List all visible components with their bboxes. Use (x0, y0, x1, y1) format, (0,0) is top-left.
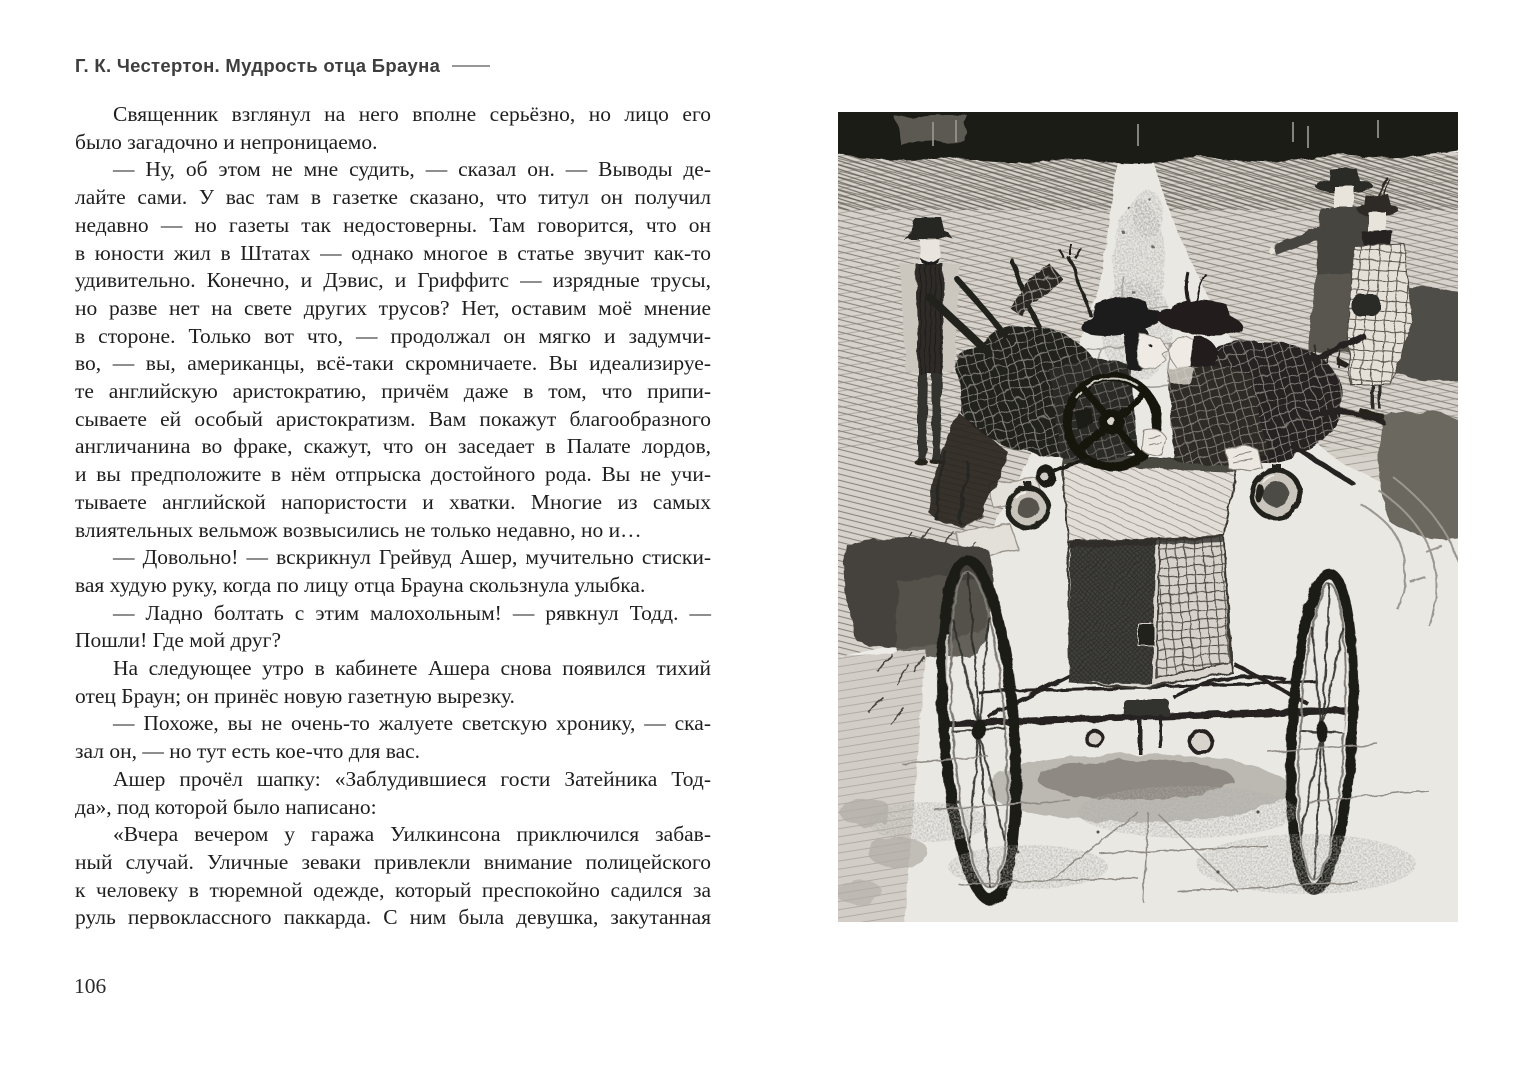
text-line: но разве нет на свете других трусов? Нет, оставим моё мнение (75, 295, 711, 320)
text-line: сываете ей особый аристократизм. Вам покажут благообразного (75, 406, 711, 431)
text-line: — Ладно болтать с этим малохольным! — рявкнул Тодд. — (113, 600, 711, 625)
text-line: Священник взглянул на него вполне серьёзно, но лицо его (113, 102, 711, 126)
text-line: те английскую аристократию, причём даже в том, что припи- (75, 379, 711, 404)
text-line: удивительно. Конечно, и Дэвис, и Гриффитс — изрядные трусы, (75, 268, 711, 293)
text-line: «Вчера вечером у гаража Уилкинсона приключился забав- (113, 822, 711, 847)
text-line: руль первоклассного паккарда. С ним была девушка, закутанная (75, 905, 711, 930)
text-line: ный случай. Уличные зеваки привлекли внимание полицейского (75, 849, 711, 874)
text-line: англичанина во фраке, скажут, что он заседает в Палате лордов, (75, 434, 711, 459)
page-number: 106 (74, 974, 107, 998)
illustration-car-kiss-drawing (838, 112, 1458, 922)
text-line: было загадочно и непроницаемо. (75, 129, 378, 154)
text-line: лайте сами. У вас там в газетке сказано, что титул он получил (75, 185, 711, 210)
text-line: — Похоже, вы не очень-то жалуете светскую хронику, — ска- (113, 711, 711, 736)
text-line: и вы предположите в нём отпрыска достойного рода. Вы не учи- (75, 462, 711, 487)
running-header-title: Г. К. Честертон. Мудрость отца Брауна (75, 55, 441, 76)
text-line: тываете английской напористости и хватки. Многие из самых (75, 489, 711, 514)
text-line: зал он, — но тут есть кое-что для вас. (75, 739, 421, 764)
text-line: да», под которой было написано: (75, 794, 377, 819)
text-line: вая худую руку, когда по лицу отца Брауна скользнула улыбка. (75, 572, 646, 597)
illustration-frame (838, 112, 1458, 922)
text-line: в стороне. Только вот что, — продолжал он мягко и задумчи- (75, 323, 711, 348)
text-line: Ашер прочёл шапку: «Заблудившиеся гости Затейника Тод- (113, 766, 711, 791)
text-line: недавно — но газеты так недостоверны. Там говорится, что он (75, 212, 711, 237)
body-text (75, 101, 711, 932)
text-line: влиятельных вельмож возвысились не только недавно, но и… (75, 517, 642, 542)
running-header (75, 55, 490, 77)
text-line: — Довольно! — вскрикнул Грейвуд Ашер, мучительно стиски- (113, 545, 711, 570)
text-line: На следующее утро в кабинете Ашера снова появился тихий (113, 656, 711, 681)
text-line: отец Браун; он принёс новую газетную вырезку. (75, 683, 515, 708)
text-line: — Ну, об этом не мне судить, — сказал он. — Выводы де- (113, 157, 711, 182)
text-line: во, — вы, американцы, всё-таки скромничаете. Вы идеализируе- (75, 351, 711, 376)
text-line: в юности жил в Штатах — однако многое в статье звучит как-то (75, 240, 711, 265)
text-line: Пошли! Где мой друг? (75, 628, 282, 653)
header-rule (452, 65, 490, 67)
text-line: к человеку в тюремной одежде, который преспокойно садился за (75, 877, 711, 902)
